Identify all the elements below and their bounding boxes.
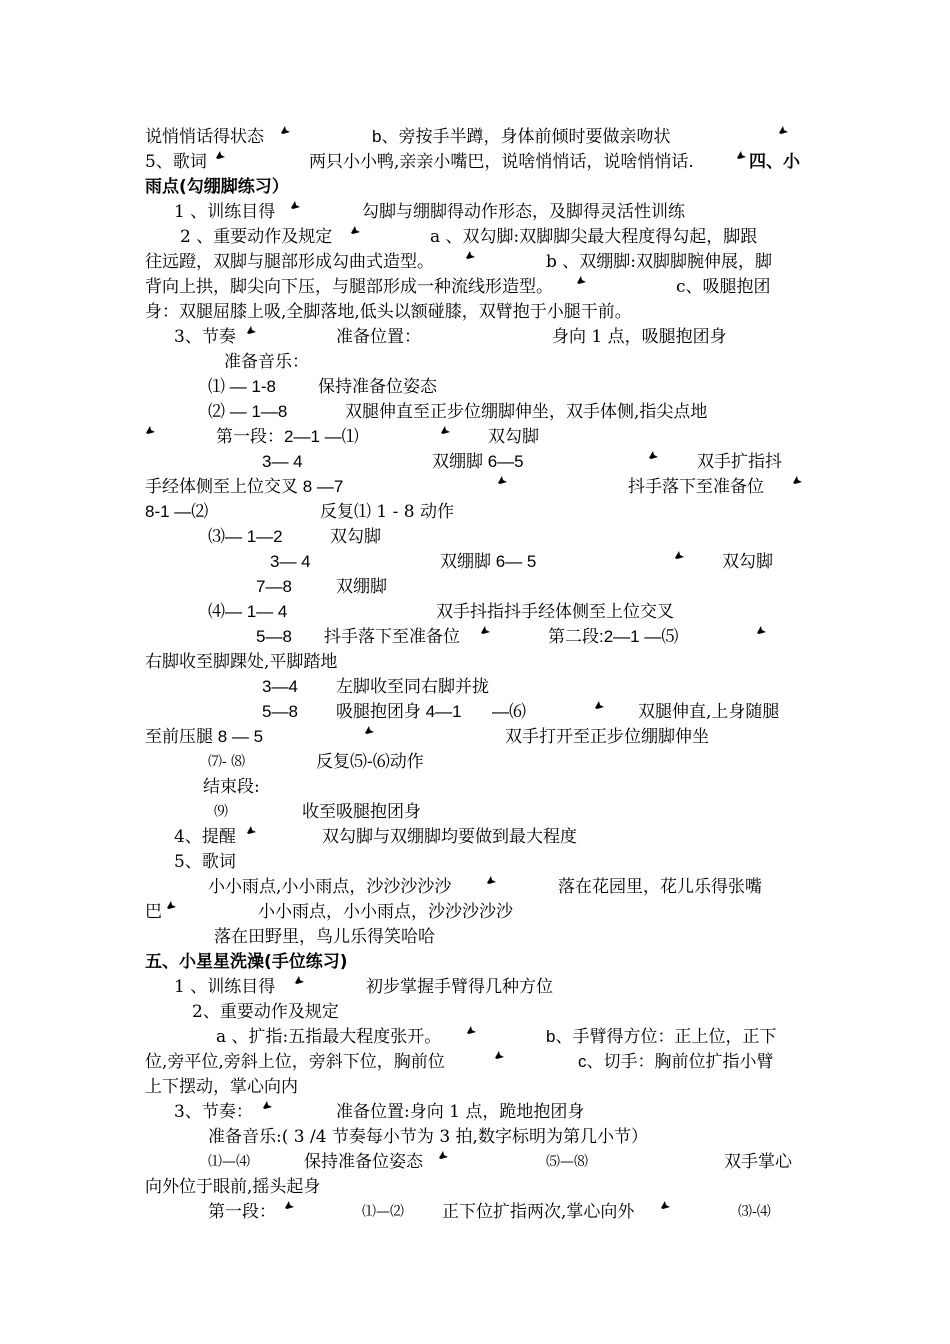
text-run: 勾脚与绷脚得动作形态，及脚得灵活性训练 — [362, 202, 685, 222]
text-run: 巴 — [145, 902, 162, 922]
paragraph-mark-icon — [466, 1024, 477, 1035]
text-run: 吸腿抱团身 4—1 — [336, 702, 462, 721]
text-run: 双勾脚与双绷脚均要做到最大程度 — [322, 827, 577, 847]
text-run: —⑹ — [492, 702, 526, 721]
text-run: 1 、训练目得 — [174, 977, 276, 997]
text-line — [0, 1149, 950, 1175]
text-line — [0, 1099, 950, 1125]
text-run: a 、扩指:五指最大程度张开。 — [216, 1027, 442, 1047]
text-line — [0, 599, 950, 625]
text-run: 5、歌词 — [174, 852, 236, 872]
text-line — [0, 349, 950, 375]
text-run: ⑺- ⑻ — [208, 754, 246, 770]
paragraph-mark-icon — [778, 124, 789, 135]
text-run: ⑴ — 1-8 — [208, 377, 277, 396]
text-run: 5—8 — [256, 627, 292, 646]
text-run: 左脚收至同右脚并拢 — [336, 677, 489, 697]
text-run: 双勾脚 — [722, 552, 773, 572]
text-line — [0, 224, 950, 250]
text-run: 保持准备位姿态 — [318, 377, 437, 397]
text-run: ⑴—⑵ — [362, 1204, 404, 1220]
text-run: 准备位置： — [336, 327, 421, 347]
text-run: 初步掌握手臂得几种方位 — [366, 977, 553, 997]
text-run: 说悄悄话得状态 — [145, 127, 264, 147]
text-run: 双勾脚 — [488, 427, 539, 447]
text-line — [0, 824, 950, 850]
text-run: b 、双绷脚:双脚脚腕伸展，脚 — [546, 252, 773, 272]
text-run: a 、双勾脚:双脚脚尖最大程度得勾起，脚跟 — [430, 227, 758, 247]
text-run: 双腿伸直,上身随腿 — [638, 702, 780, 722]
text-line — [0, 174, 950, 200]
text-run: 落在田野里，鸟儿乐得笑哈哈 — [214, 927, 435, 947]
text-run: 准备音乐： — [224, 352, 309, 372]
text-run: 背向上拱，脚尖向下压，与腿部形成一种流线形造型。 — [145, 277, 553, 297]
paragraph-mark-icon — [648, 449, 659, 460]
text-line — [0, 524, 950, 550]
text-run: 双手抖指抖手经体侧至上位交叉 — [436, 602, 674, 622]
paragraph-mark-icon — [364, 724, 375, 735]
text-run: 2、重要动作及规定 — [192, 1002, 339, 1022]
text-line — [0, 374, 950, 400]
text-line — [0, 274, 950, 300]
text-run: 4、提醒 — [174, 827, 236, 847]
text-line — [0, 149, 950, 175]
text-run: 落在花园里，花儿乐得张嘴 — [558, 877, 762, 897]
text-run: 双绷脚 — [336, 577, 387, 597]
text-run: 上下摆动，掌心向内 — [145, 1077, 298, 1097]
paragraph-mark-icon — [290, 199, 301, 210]
text-run: 向外位于眼前,摇头起身 — [145, 1177, 321, 1197]
paragraph-mark-icon — [145, 424, 156, 435]
text-run: 3、节奏 — [174, 327, 236, 347]
paragraph-mark-icon — [166, 899, 177, 910]
text-run: 正下位扩指两次,掌心向外 — [442, 1202, 635, 1222]
text-run: 身：双腿屈膝上吸,全脚落地,低头以额碰膝，双臂抱于小腿干前。 — [145, 302, 632, 322]
text-line — [0, 1024, 950, 1050]
paragraph-mark-icon — [280, 124, 291, 135]
text-run: b、手臂得方位：正上位，正下 — [546, 1027, 777, 1046]
text-line — [0, 574, 950, 600]
text-run: ⑶-⑷ — [738, 1204, 771, 1220]
text-line — [0, 899, 950, 925]
paragraph-mark-icon — [350, 224, 361, 235]
text-line — [0, 249, 950, 275]
paragraph-mark-icon — [497, 474, 508, 485]
text-line — [0, 424, 950, 450]
paragraph-mark-icon — [438, 1149, 449, 1160]
text-run: 双手打开至正步位绷脚伸坐 — [505, 727, 709, 747]
paragraph-mark-icon — [246, 824, 257, 835]
paragraph-mark-icon — [246, 324, 257, 335]
paragraph-mark-icon — [594, 699, 605, 710]
text-line — [0, 324, 950, 350]
text-run: 准备音乐:( 3 /4 节奏每小节为 3 拍,数字标明为第几小节） — [208, 1127, 648, 1147]
text-line — [0, 1074, 950, 1100]
text-run: 反复⑸-⑹动作 — [316, 752, 424, 772]
text-run: 小小雨点,小小雨点，沙沙沙沙沙 — [208, 877, 452, 897]
text-run: 结束段: — [203, 777, 260, 797]
text-run: 3—4 — [262, 677, 298, 696]
text-line — [0, 924, 950, 950]
text-run: 3、节奏： — [174, 1102, 253, 1122]
text-line — [0, 1199, 950, 1225]
text-line — [0, 699, 950, 725]
text-run: 反复⑴ 1 - 8 动作 — [320, 502, 454, 522]
text-run: 抖手落下至准备位 — [324, 627, 460, 647]
text-line — [0, 724, 950, 750]
paragraph-mark-icon — [440, 424, 451, 435]
paragraph-mark-icon — [284, 1199, 295, 1210]
text-run: 往远蹬，双脚与腿部形成勾曲式造型。 — [145, 252, 434, 272]
text-run: 手经体侧至上位交叉 8 —7 — [145, 477, 344, 496]
text-run: 身向 1 点，吸腿抱团身 — [552, 327, 727, 347]
text-line — [0, 849, 950, 875]
text-run: 双手掌心 — [724, 1152, 792, 1172]
text-line — [0, 999, 950, 1025]
text-line — [0, 799, 950, 825]
paragraph-mark-icon — [674, 549, 685, 560]
text-line — [0, 299, 950, 325]
text-run: ⑶— 1—2 — [208, 527, 283, 546]
paragraph-mark-icon — [756, 624, 767, 635]
text-run: 第一段：2—1 —⑴ — [216, 427, 359, 446]
text-run: c、吸腿抱团 — [676, 277, 771, 297]
text-run: 3— 4 — [270, 552, 311, 571]
text-run: ⑴—⑷ — [208, 1154, 250, 1170]
text-run: 收至吸腿抱团身 — [302, 802, 421, 822]
text-line — [0, 199, 950, 225]
text-line — [0, 449, 950, 475]
text-run: 双手扩指抖 — [697, 452, 782, 472]
section-heading: 四、小 — [749, 152, 800, 172]
text-line — [0, 399, 950, 425]
text-line — [0, 774, 950, 800]
text-run: ⑸—⑻ — [546, 1154, 588, 1170]
text-run: 2 、重要动作及规定 — [180, 227, 333, 247]
text-run: 第一段： — [208, 1202, 276, 1222]
text-line — [0, 674, 950, 700]
paragraph-mark-icon — [576, 274, 587, 285]
text-run: 小小雨点，小小雨点，沙沙沙沙沙 — [258, 902, 513, 922]
paragraph-mark-icon — [792, 474, 803, 485]
paragraph-mark-icon — [736, 149, 747, 160]
paragraph-mark-icon — [215, 149, 226, 160]
text-run: ⑷— 1— 4 — [208, 602, 288, 621]
text-run: 双勾脚 — [330, 527, 381, 547]
text-run: 保持准备位姿态 — [304, 1152, 423, 1172]
paragraph-mark-icon — [262, 1099, 273, 1110]
text-line — [0, 874, 950, 900]
text-line — [0, 974, 950, 1000]
text-run: b、旁按手半蹲，身体前倾时要做亲吻状 — [372, 127, 671, 146]
text-run: 5—8 — [262, 702, 298, 721]
text-run: 7—8 — [256, 577, 292, 596]
text-line — [0, 549, 950, 575]
text-line — [0, 649, 950, 675]
text-line — [0, 499, 950, 525]
text-run: 至前压腿 8 — 5 — [145, 727, 264, 746]
text-run: 双绷脚 6—5 — [432, 452, 524, 471]
section-heading: 雨点(勾绷脚练习） — [145, 177, 289, 197]
text-run: c、切手：胸前位扩指小臂 — [578, 1052, 774, 1071]
text-run: 3— 4 — [262, 452, 303, 471]
text-line — [0, 1049, 950, 1075]
text-line — [0, 624, 950, 650]
text-line — [0, 124, 950, 150]
text-run: 5、歌词 — [145, 152, 207, 172]
text-line — [0, 949, 950, 975]
text-run: 双腿伸直至正步位绷脚伸坐，双手体侧,指尖点地 — [345, 402, 708, 422]
text-run: ⑵ — 1—8 — [208, 402, 288, 421]
section-heading: 五、小星星洗澡(手位练习) — [145, 952, 348, 972]
text-run: 右脚收至脚踝处,平脚踏地 — [145, 652, 338, 672]
text-run: 1 、训练目得 — [174, 202, 276, 222]
paragraph-mark-icon — [486, 874, 497, 885]
text-line — [0, 1174, 950, 1200]
paragraph-mark-icon — [480, 624, 491, 635]
text-run: 两只小小鸭,亲亲小嘴巴，说啥悄悄话，说啥悄悄话. — [309, 152, 694, 172]
text-run: 8-1 —⑵ — [145, 502, 209, 521]
paragraph-mark-icon — [465, 249, 476, 260]
text-run: 准备位置:身向 1 点，跪地抱团身 — [336, 1102, 585, 1122]
paragraph-mark-icon — [294, 974, 305, 985]
text-run: 双绷脚 6— 5 — [440, 552, 537, 571]
paragraph-mark-icon — [494, 1049, 505, 1060]
text-run: 抖手落下至准备位 — [628, 477, 764, 497]
text-run: 第二段:2—1 —⑸ — [548, 627, 679, 646]
paragraph-mark-icon — [660, 1199, 671, 1210]
text-line — [0, 749, 950, 775]
text-line — [0, 1124, 950, 1150]
text-run: 位,旁平位,旁斜上位，旁斜下位，胸前位 — [145, 1052, 445, 1072]
text-line — [0, 474, 950, 500]
text-run: ⑼ — [214, 804, 228, 820]
